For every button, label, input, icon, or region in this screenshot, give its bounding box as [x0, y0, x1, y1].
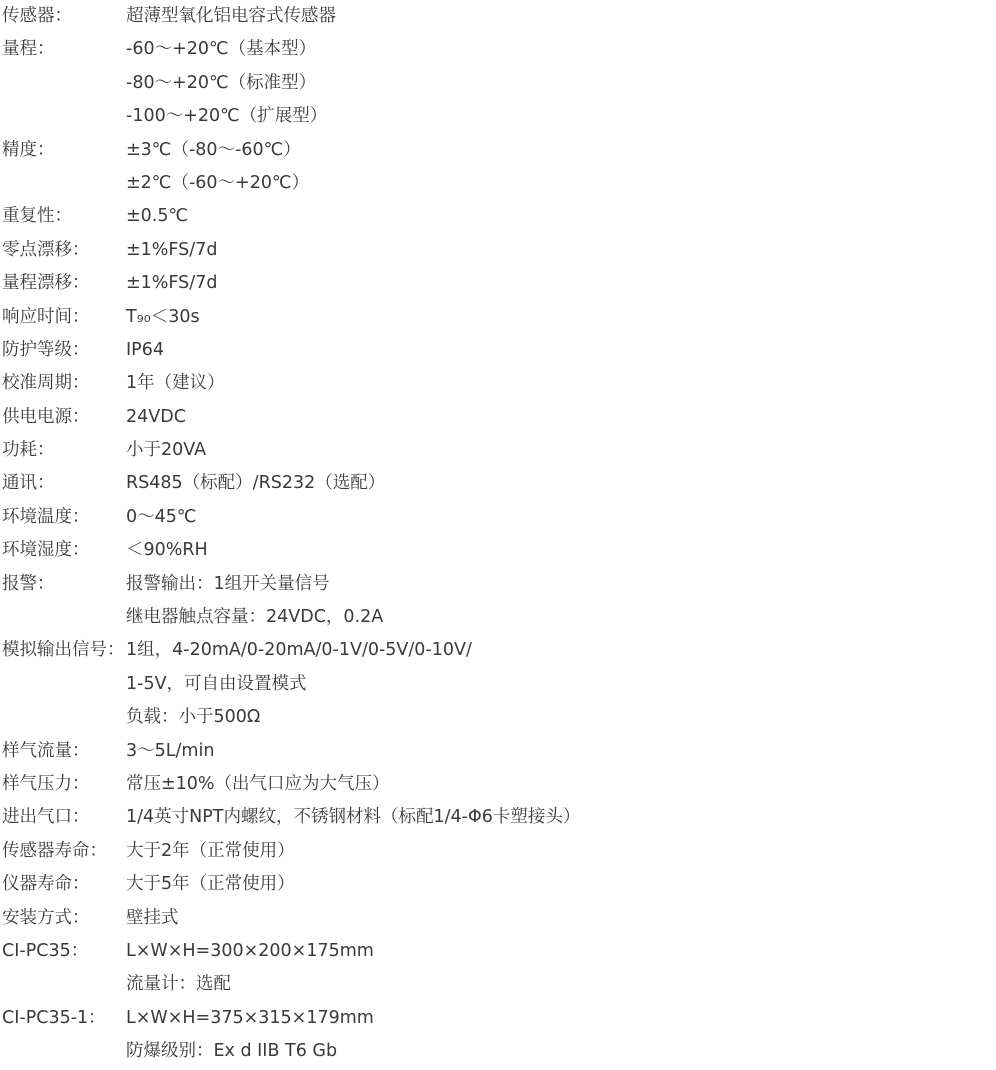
spec-row	[2, 33, 992, 66]
spec-label: CI-PC35：	[2, 940, 89, 961]
spec-label: 供电电源：	[2, 406, 90, 427]
spec-value: 超薄型氧化铝电容式传感器	[126, 6, 336, 26]
spec-label: 传感器寿命：	[2, 840, 107, 861]
spec-label: 样气流量：	[2, 740, 90, 761]
spec-value: ±2℃（-60～+20℃）	[126, 172, 310, 193]
spec-label: 量程漂移：	[2, 273, 90, 294]
spec-row	[2, 801, 992, 834]
spec-value: 继电器触点容量：24VDC，0.2A	[126, 607, 384, 628]
spec-row	[2, 401, 992, 434]
spec-value: -80～+20℃（标准型）	[126, 72, 317, 93]
spec-value: IP64	[126, 339, 164, 360]
spec-label: 防护等级：	[2, 339, 90, 360]
spec-label: 仪器寿命：	[2, 874, 90, 895]
spec-label: 模拟输出信号：	[2, 640, 125, 661]
spec-value: 流量计：选配	[126, 974, 231, 995]
spec-value: 1组，4-20mA/0-20mA/0-1V/0-5V/0-10V/	[126, 640, 472, 661]
spec-row	[2, 868, 992, 901]
spec-row	[2, 768, 992, 801]
spec-row	[2, 935, 992, 968]
spec-row	[2, 0, 992, 33]
spec-value: L×W×H=375×315×179mm	[126, 1007, 374, 1028]
spec-row	[2, 134, 992, 167]
spec-value: -60～+20℃（基本型）	[126, 39, 317, 60]
spec-row	[2, 601, 992, 634]
spec-row	[2, 301, 992, 334]
spec-row	[2, 735, 992, 768]
spec-value: -100～+20℃（扩展型）	[126, 106, 328, 127]
spec-row	[2, 67, 992, 100]
spec-value: T₉₀＜30s	[126, 306, 200, 327]
spec-row	[2, 501, 992, 534]
spec-value: L×W×H=300×200×175mm	[126, 940, 374, 961]
spec-value: 24VDC	[126, 406, 186, 427]
spec-value: 壁挂式	[126, 907, 179, 928]
spec-value: ±3℃（-80～-60℃）	[126, 139, 301, 160]
spec-row	[2, 902, 992, 935]
spec-value: ±1%FS/7d	[126, 239, 218, 260]
spec-value: 小于20VA	[126, 440, 207, 461]
spec-label: 进出气口：	[2, 807, 90, 828]
spec-row	[2, 1002, 992, 1035]
spec-label: 精度：	[2, 139, 55, 160]
spec-table	[2, 0, 992, 1069]
spec-value: 大于5年（正常使用）	[126, 874, 295, 895]
spec-value: 防爆级别：Ex d IIB T6 Gb	[126, 1041, 338, 1062]
spec-row	[2, 701, 992, 734]
spec-row	[2, 434, 992, 467]
spec-label: 量程：	[2, 39, 55, 60]
spec-value: 大于2年（正常使用）	[126, 840, 295, 861]
spec-row	[2, 267, 992, 300]
spec-row	[2, 100, 992, 133]
spec-label: 功耗：	[2, 440, 55, 461]
spec-label: 响应时间：	[2, 306, 90, 327]
spec-row	[2, 968, 992, 1001]
spec-value: 1/4英寸NPT内螺纹，不锈钢材料（标配1/4-Φ6卡塑接头）	[126, 807, 581, 828]
spec-row	[2, 668, 992, 701]
spec-value: ＜90%RH	[126, 540, 208, 561]
spec-label: 传感器：	[2, 6, 72, 26]
spec-value: 1年（建议）	[126, 373, 225, 394]
spec-row	[2, 835, 992, 868]
spec-row	[2, 234, 992, 267]
spec-row	[2, 334, 992, 367]
spec-value: RS485（标配）/RS232（选配）	[126, 473, 386, 494]
spec-value: ±0.5℃	[126, 206, 189, 227]
spec-label: 零点漂移：	[2, 239, 90, 260]
spec-label: 环境温度：	[2, 506, 90, 527]
spec-label: 环境湿度：	[2, 540, 90, 561]
spec-label: 重复性：	[2, 206, 72, 227]
spec-row	[2, 367, 992, 400]
spec-row	[2, 167, 992, 200]
spec-value: 0～45℃	[126, 506, 197, 527]
spec-row	[2, 568, 992, 601]
spec-row	[2, 200, 992, 233]
spec-label: 报警：	[2, 573, 55, 594]
spec-row	[2, 534, 992, 567]
spec-row	[2, 634, 992, 667]
spec-label: 通讯：	[2, 473, 55, 494]
spec-value: 报警输出：1组开关量信号	[126, 573, 330, 594]
spec-value: 常压±10%（出气口应为大气压）	[126, 773, 390, 794]
spec-label: 安装方式：	[2, 907, 90, 928]
spec-row	[2, 467, 992, 500]
spec-value: 3～5L/min	[126, 740, 215, 761]
spec-value: 1-5V，可自由设置模式	[126, 673, 307, 694]
spec-label: 样气压力：	[2, 773, 90, 794]
spec-value: ±1%FS/7d	[126, 273, 218, 294]
spec-row	[2, 1035, 992, 1068]
spec-label: 校准周期：	[2, 373, 90, 394]
spec-value: 负载：小于500Ω	[126, 707, 261, 728]
spec-label: CI-PC35-1：	[2, 1007, 106, 1028]
